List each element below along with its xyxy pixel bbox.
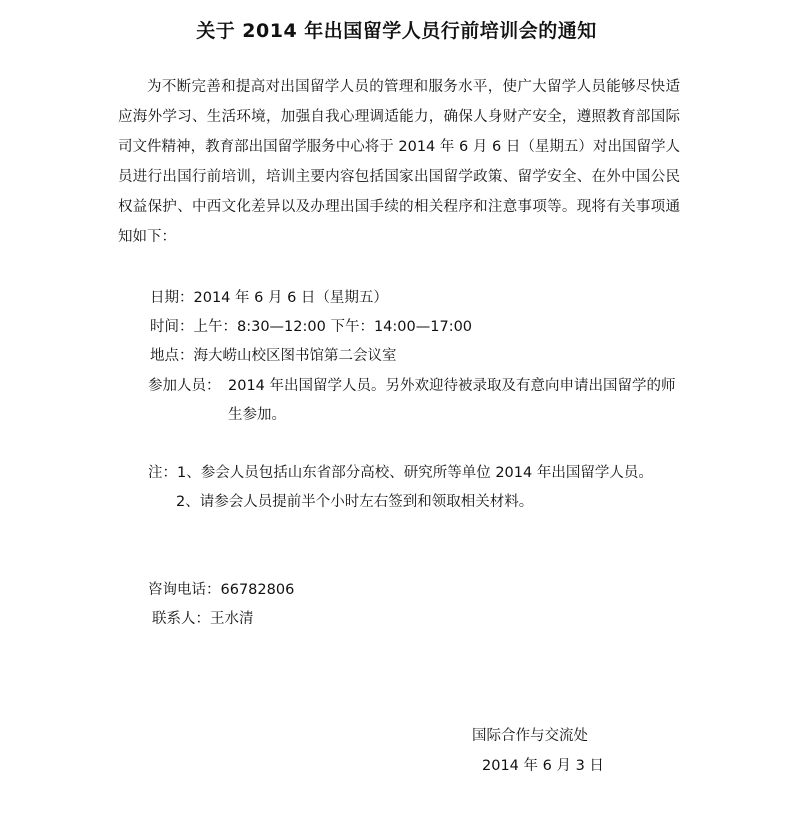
note-2: 2、请参会人员提前半个小时左右签到和领取相关材料。 — [176, 494, 534, 510]
date-line: 日期：2014 年 6 月 6 日（星期五） — [150, 290, 388, 306]
location-line: 地点：海大崂山校区图书馆第二会议室 — [150, 348, 397, 364]
time-line: 时间：上午：8:30—12:00 下午：14:00—17:00 — [150, 319, 473, 335]
contact-person: 联系人：王水清 — [152, 611, 254, 627]
intro-paragraph: 为不断完善和提高对出国留学人员的管理和服务水平，使广大留学人员能够尽快适应海外学习、生活环境，加强自我心理调适能力，确保人身财产安全，遵照教育部国际司文件精神，教育部出国留学服务中心将于 2014 年 6 月 6 日（星期五）对出国留学人员进行出国行前培训，培训主要内容包括国家出国留学政策、留学安全、在外中国公民权益保护、中西文化差异以及办理出国手续的相关程序和注意事项等。现将有关事项通知如下： — [118, 79, 680, 245]
note-1: 注：1、参会人员包括山东省部分高校、研究所等单位 2014 年出国留学人员。 — [148, 465, 653, 481]
participants-label: 参加人员： — [148, 378, 221, 394]
issuing-office: 国际合作与交流处 — [472, 728, 588, 744]
issue-date: 2014 年 6 月 3 日 — [482, 758, 604, 774]
participants-value: 2014 年出国留学人员。另外欢迎待被录取及有意向申请出国留学的师生参加。 — [228, 378, 676, 423]
page-title: 关于 2014 年出国留学人员行前培训会的通知 — [196, 20, 597, 42]
contact-phone: 咨询电话：66782806 — [148, 582, 295, 598]
participants-block — [148, 372, 678, 430]
